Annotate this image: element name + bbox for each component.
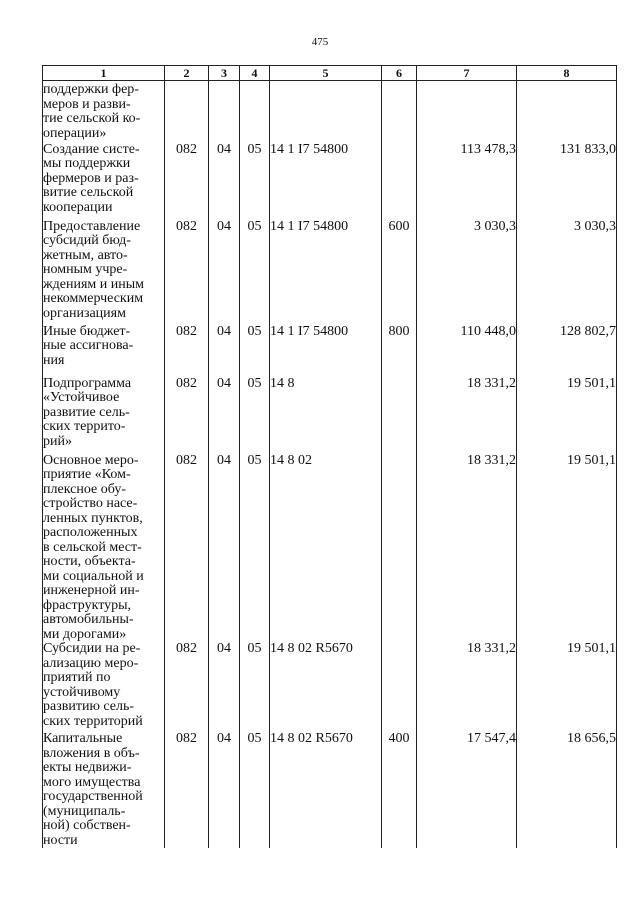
gr-cell: 082	[165, 642, 209, 732]
table-row	[43, 377, 617, 454]
rz-cell: 04	[209, 220, 240, 325]
rz-cell: 04	[209, 454, 240, 643]
vr-cell	[382, 377, 417, 454]
table-row	[43, 220, 617, 325]
gr-cell: 082	[165, 143, 209, 220]
row-name-cell: Иные бюджет- ные ассигнова- ния	[43, 325, 165, 377]
csr-cell: 14 1 I7 54800	[270, 220, 382, 325]
amount-2020-cell: 19 501,1	[517, 377, 617, 454]
row-name-cell: Основное меро- приятие «Ком- плексное обу- стройство насе- ленных пунктов, расположенных в сельской мест- ности, объекта- ми социальной и инженерной ин- фраструктуры, автомобильны- ми дорогами»	[43, 454, 165, 643]
row-name-cell: поддержки фер- меров и разви- тие сельской ко- операции»	[43, 81, 165, 143]
rz-cell: 04	[209, 642, 240, 732]
amount-2019-cell: 18 331,2	[417, 377, 517, 454]
rz-cell: 04	[209, 325, 240, 377]
pr-cell: 05	[240, 220, 270, 325]
header-cell: 6	[382, 66, 417, 81]
table-row	[43, 454, 617, 643]
row-name-cell: Создание систе- мы поддержки фермеров и раз- витие сельской кооперации	[43, 143, 165, 220]
vr-cell: 600	[382, 220, 417, 325]
gr-cell: 082	[165, 377, 209, 454]
table-row	[43, 81, 617, 143]
vr-cell	[382, 454, 417, 643]
header-cell: 4	[240, 66, 270, 81]
rz-cell: 04	[209, 732, 240, 848]
header-cell: 3	[209, 66, 240, 81]
csr-cell: 14 8	[270, 377, 382, 454]
row-name-cell: Капитальные вложения в объ- екты недвижи- мого имущества государственной (муниципаль- ной) собствен- ности	[43, 732, 165, 848]
header-row	[43, 66, 617, 81]
amount-2019-cell: 18 331,2	[417, 642, 517, 732]
table-row	[43, 143, 617, 220]
row-name-cell: Предоставление субсидий бюд- жетным, авто- номным учре- ждениям и иным некоммерческим организациям	[43, 220, 165, 325]
amount-2020-cell	[517, 81, 617, 143]
pr-cell: 05	[240, 642, 270, 732]
budget-table	[42, 65, 617, 848]
header-cell: 8	[517, 66, 617, 81]
table-row	[43, 732, 617, 848]
rz-cell: 04	[209, 143, 240, 220]
vr-cell: 400	[382, 732, 417, 848]
amount-2020-cell: 3 030,3	[517, 220, 617, 325]
pr-cell: 05	[240, 325, 270, 377]
csr-cell	[270, 81, 382, 143]
amount-2019-cell: 18 331,2	[417, 454, 517, 643]
amount-2019-cell	[417, 81, 517, 143]
vr-cell	[382, 143, 417, 220]
pr-cell: 05	[240, 732, 270, 848]
amount-2020-cell: 131 833,0	[517, 143, 617, 220]
csr-cell: 14 8 02	[270, 454, 382, 643]
csr-cell: 14 1 I7 54800	[270, 325, 382, 377]
row-name-cell: Подпрограмма «Устойчивое развитие сель- ских террито- рий»	[43, 377, 165, 454]
row-name-cell: Субсидии на ре- ализацию меро- приятий по устойчивому развитию сель- ских территорий	[43, 642, 165, 732]
amount-2020-cell: 19 501,1	[517, 454, 617, 643]
pr-cell: 05	[240, 143, 270, 220]
amount-2020-cell: 18 656,5	[517, 732, 617, 848]
vr-cell	[382, 81, 417, 143]
vr-cell	[382, 642, 417, 732]
csr-cell: 14 8 02 R5670	[270, 732, 382, 848]
table-row	[43, 642, 617, 732]
header-cell: 2	[165, 66, 209, 81]
page-number: 475	[311, 36, 329, 48]
header-cell: 7	[417, 66, 517, 81]
gr-cell: 082	[165, 220, 209, 325]
amount-2020-cell: 19 501,1	[517, 642, 617, 732]
table-row	[43, 325, 617, 377]
amount-2020-cell: 128 802,7	[517, 325, 617, 377]
gr-cell: 082	[165, 325, 209, 377]
rz-cell	[209, 81, 240, 143]
amount-2019-cell: 110 448,0	[417, 325, 517, 377]
csr-cell: 14 8 02 R5670	[270, 642, 382, 732]
header-cell: 5	[270, 66, 382, 81]
amount-2019-cell: 17 547,4	[417, 732, 517, 848]
gr-cell: 082	[165, 732, 209, 848]
pr-cell: 05	[240, 454, 270, 643]
header-cell: 1	[43, 66, 165, 81]
amount-2019-cell: 3 030,3	[417, 220, 517, 325]
pr-cell: 05	[240, 377, 270, 454]
rz-cell: 04	[209, 377, 240, 454]
gr-cell: 082	[165, 454, 209, 643]
gr-cell	[165, 81, 209, 143]
pr-cell	[240, 81, 270, 143]
csr-cell: 14 1 I7 54800	[270, 143, 382, 220]
vr-cell: 800	[382, 325, 417, 377]
amount-2019-cell: 113 478,3	[417, 143, 517, 220]
